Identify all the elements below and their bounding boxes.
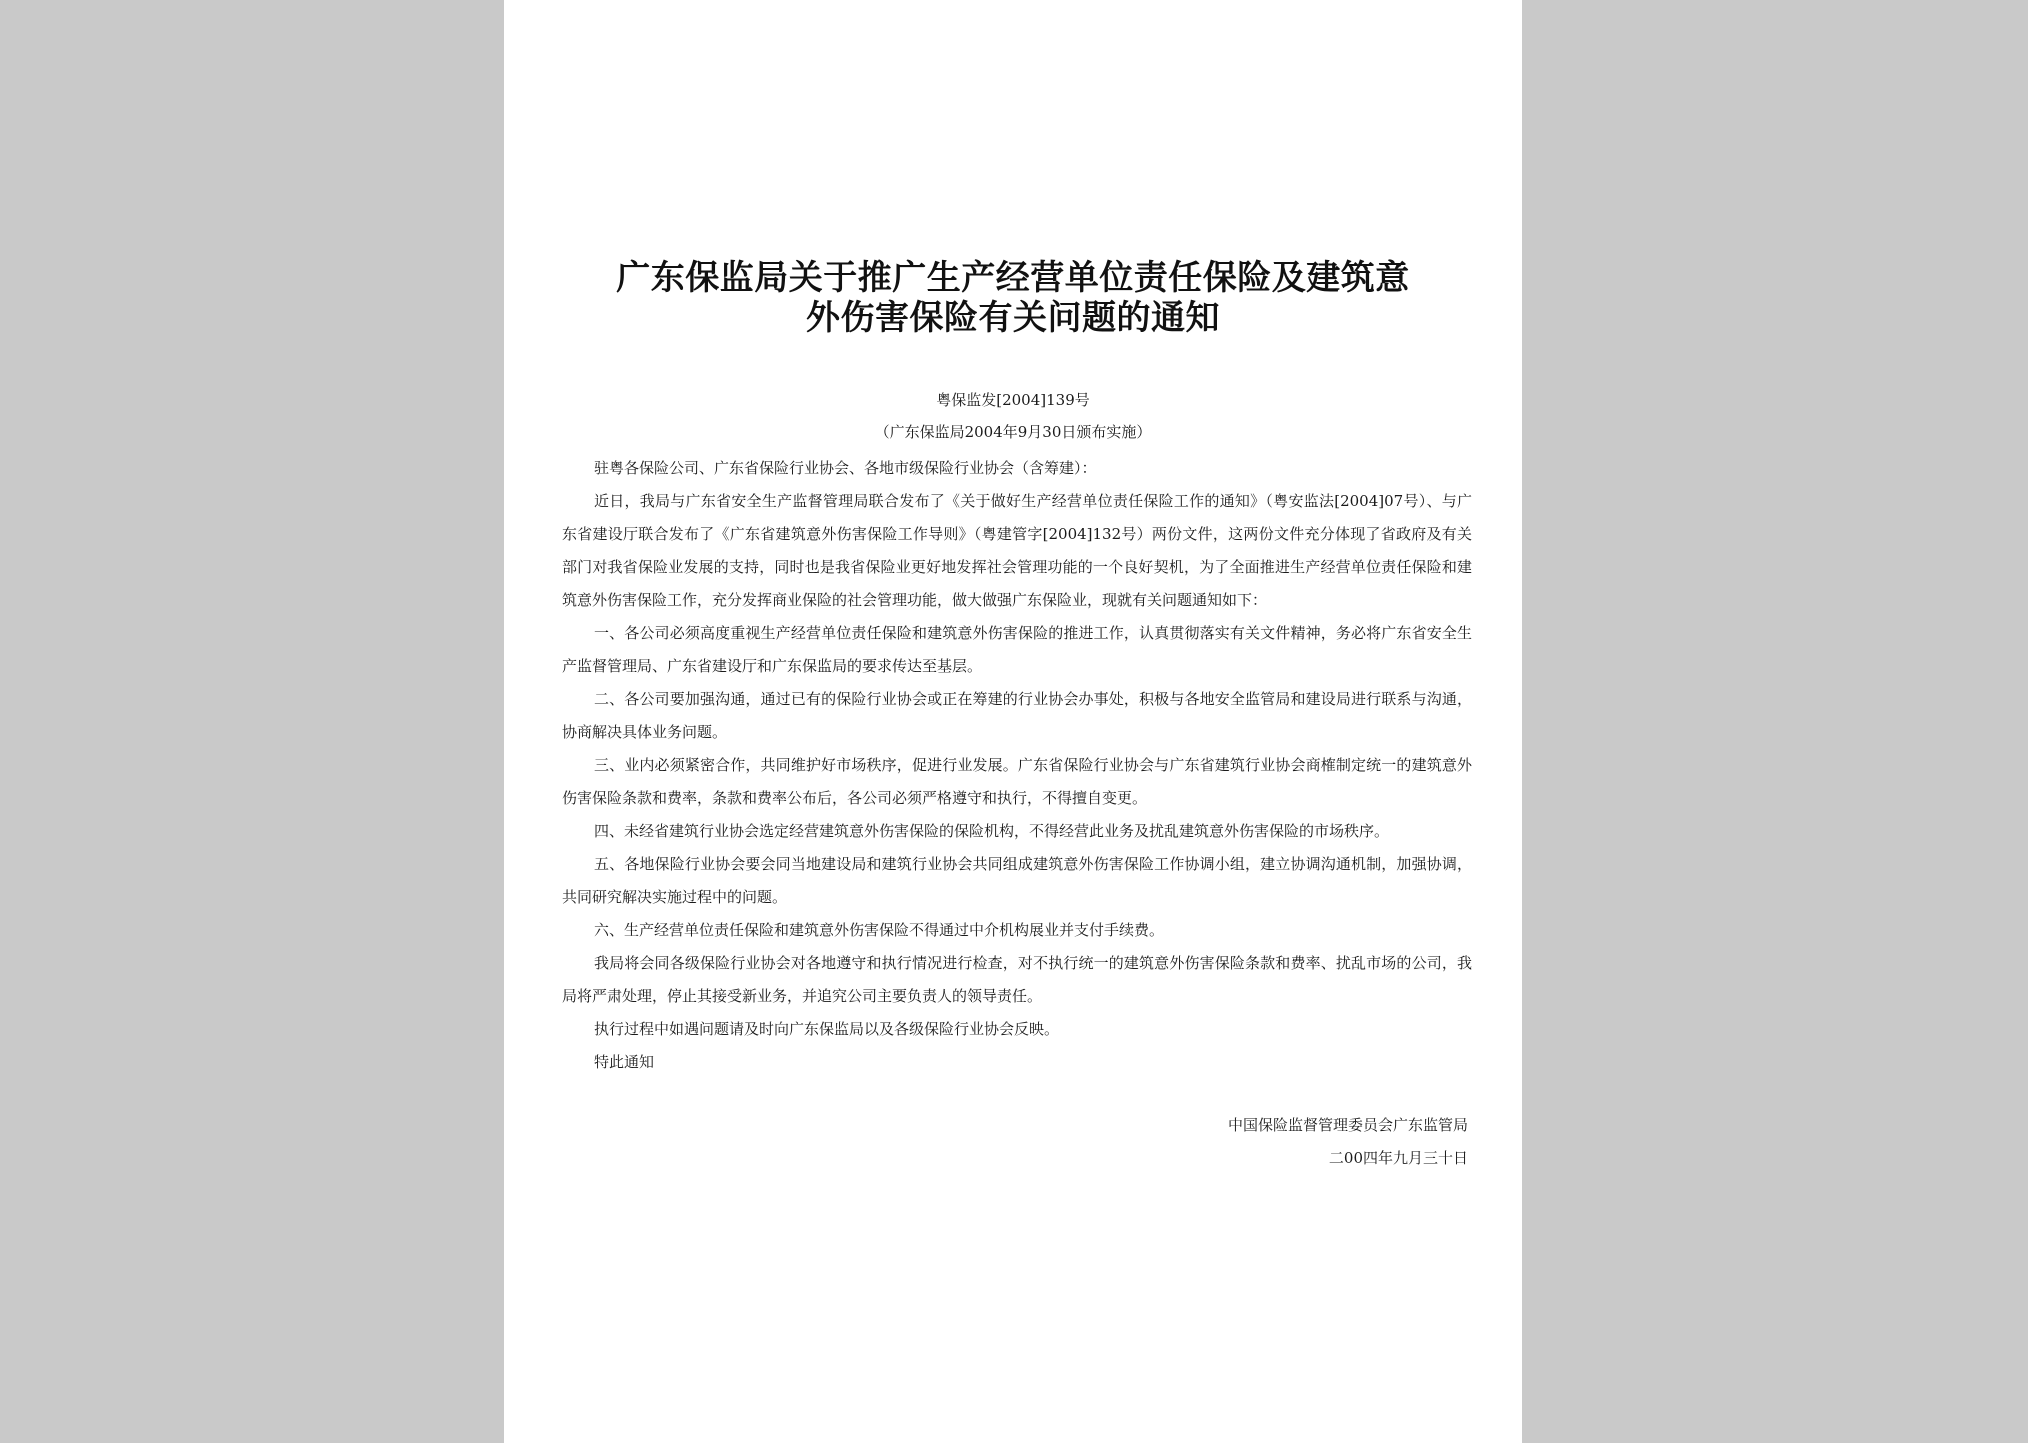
paragraph: 六、生产经营单位责任保险和建筑意外伤害保险不得通过中介机构展业并支付手续费。 [594,921,1165,939]
paragraph: 执行过程中如遇问题请及时向广东保监局以及各级保险行业协会反映。 [594,1020,1060,1038]
paragraph: 二、各公司要加强沟通，通过已有的保险行业协会或正在筹建的行业协会办事处，积极与各地安全监管局和建设局进行联系与沟通，协商解决具体业务问题。 [562,690,1472,741]
paragraph: 我局将会同各级保险行业协会对各地遵守和执行情况进行检查，对不执行统一的建筑意外伤害保险条款和费率、扰乱市场的公司，我局将严肃处理，停止其接受新业务，并追究公司主要负责人的领导责任。 [562,954,1472,1005]
paragraph: 近日，我局与广东省安全生产监督管理局联合发布了《关于做好生产经营单位责任保险工作的通知》（粤安监法[2004]07号）、与广东省建设厅联合发布了《广东省建筑意外伤害保险工作导则》（粤建管字[2004]132号）两份文件，这两份文件充分体现了省政府及有关部门对我省保险业发展的支持，同时也是我省保险业更好地发挥社会管理功能的一个良好契机，为了全面推进生产经营单位责任保险和建筑意外伤害保险工作，充分发挥商业保险的社会管理功能，做大做强广东保险业，现就有关问题通知如下： [562,492,1472,609]
salutation: 驻粤各保险公司、广东省保险行业协会、各地市级保险行业协会（含筹建）： [594,459,1097,477]
document-page [504,0,1522,1443]
paragraph: 五、各地保险行业协会要会同当地建设局和建筑行业协会共同组成建筑意外伤害保险工作协调小组，建立协调沟通机制，加强协调，共同研究解决实施过程中的问题。 [562,855,1472,906]
paragraph: 四、未经省建筑行业协会选定经营建筑意外伤害保险的保险机构，不得经营此业务及扰乱建筑意外伤害保险的市场秩序。 [594,822,1390,840]
title-line-2: 外伤害保险有关问题的通知 [806,298,1220,338]
paragraph: 三、业内必须紧密合作，共同维护好市场秩序，促进行业发展。广东省保险行业协会与广东省建筑行业协会商榷制定统一的建筑意外伤害保险条款和费率，条款和费率公布后，各公司必须严格遵守和执行，不得擅自变更。 [562,756,1472,807]
closing-line: 特此通知 [594,1053,655,1071]
signatory: 中国保险监督管理委员会广东监管局 [1227,1116,1468,1134]
paragraph: 一、各公司必须高度重视生产经营单位责任保险和建筑意外伤害保险的推进工作，认真贯彻落实有关文件精神，务必将广东省安全生产监督管理局、广东省建设厅和广东保监局的要求传达至基层。 [562,624,1472,675]
signature-date: 二00四年九月三十日 [1328,1149,1468,1167]
issue-note: （广东保监局2004年9月30日颁布实施） [874,423,1152,441]
document-number: 粤保监发[2004]139号 [936,391,1090,409]
document-body [562,452,1472,1079]
document-title [564,258,1462,338]
title-line-1: 广东保监局关于推广生产经营单位责任保险及建筑意 [616,258,1410,298]
